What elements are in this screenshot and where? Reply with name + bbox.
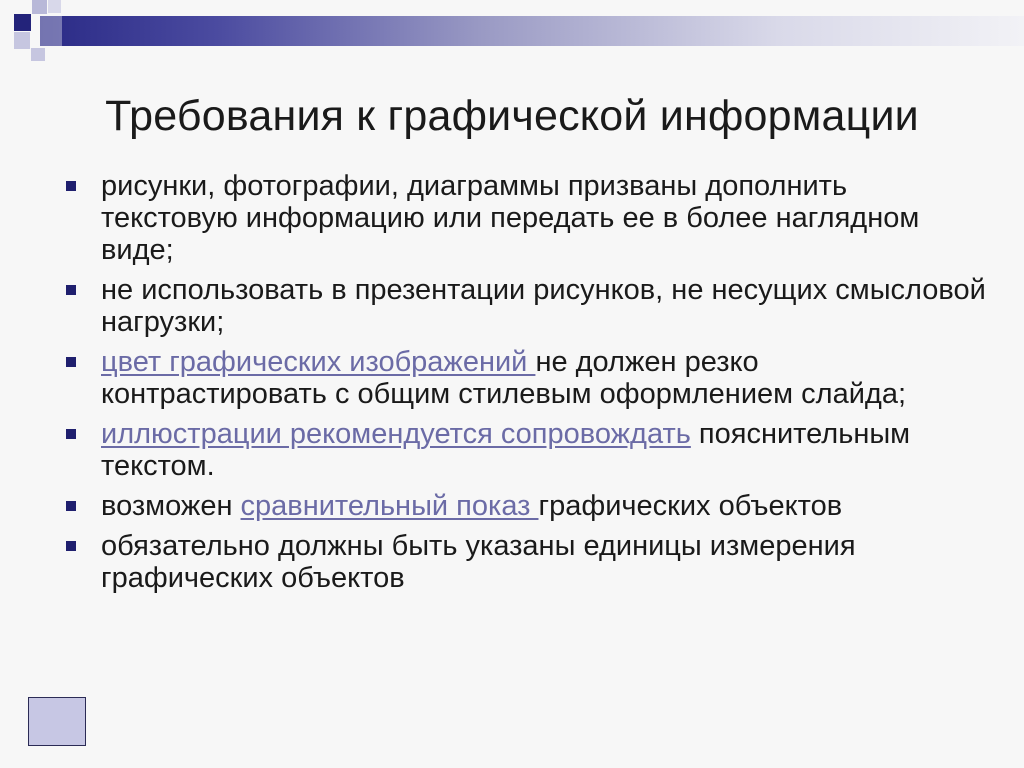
bullet-text: рисунки, фотографии, диаграммы призваны дополнить текстовую информацию или передать ее в более наглядном виде; (101, 170, 920, 266)
hyperlink-color[interactable]: цвет графических изображений (101, 346, 536, 378)
decor-square (48, 0, 61, 13)
bullet-item (66, 274, 986, 338)
bullet-text: возможен (101, 490, 241, 522)
decor-square (32, 0, 47, 14)
slide-title: Требования к графической информации (105, 92, 919, 140)
bullet-text: не использовать в презентации рисунков, не несущих смысловой нагрузки; (101, 274, 986, 338)
bullet-item (66, 530, 986, 594)
bullet-text: графических объектов (538, 490, 843, 522)
hyperlink-illustrations[interactable]: иллюстрации рекомендуется сопровождать (101, 418, 691, 450)
bullet-text: пояснительным текстом. (101, 418, 911, 482)
bullet-item (66, 418, 986, 482)
square-bullet-icon (66, 429, 76, 439)
square-bullet-icon (66, 541, 76, 551)
hyperlink-comparison[interactable]: сравнительный показ (240, 490, 539, 522)
square-bullet-icon (66, 285, 76, 295)
decor-square (31, 48, 45, 61)
bullet-text: обязательно должны быть указаны единицы измерения графических объектов (101, 530, 856, 594)
square-bullet-icon (66, 357, 76, 367)
square-bullet-icon (66, 501, 76, 511)
decor-square (14, 32, 30, 49)
decor-square (14, 14, 31, 31)
bullet-item (66, 170, 986, 266)
bullet-item (66, 346, 986, 410)
bullet-list (66, 170, 986, 602)
decor-square (40, 16, 62, 46)
bullet-text: не должен резко контрастировать с общим стилевым оформлением слайда; (101, 346, 907, 410)
square-bullet-icon (66, 181, 76, 191)
header-gradient-bar (40, 16, 1024, 46)
navigation-box[interactable] (28, 697, 86, 746)
bullet-item (66, 490, 986, 522)
